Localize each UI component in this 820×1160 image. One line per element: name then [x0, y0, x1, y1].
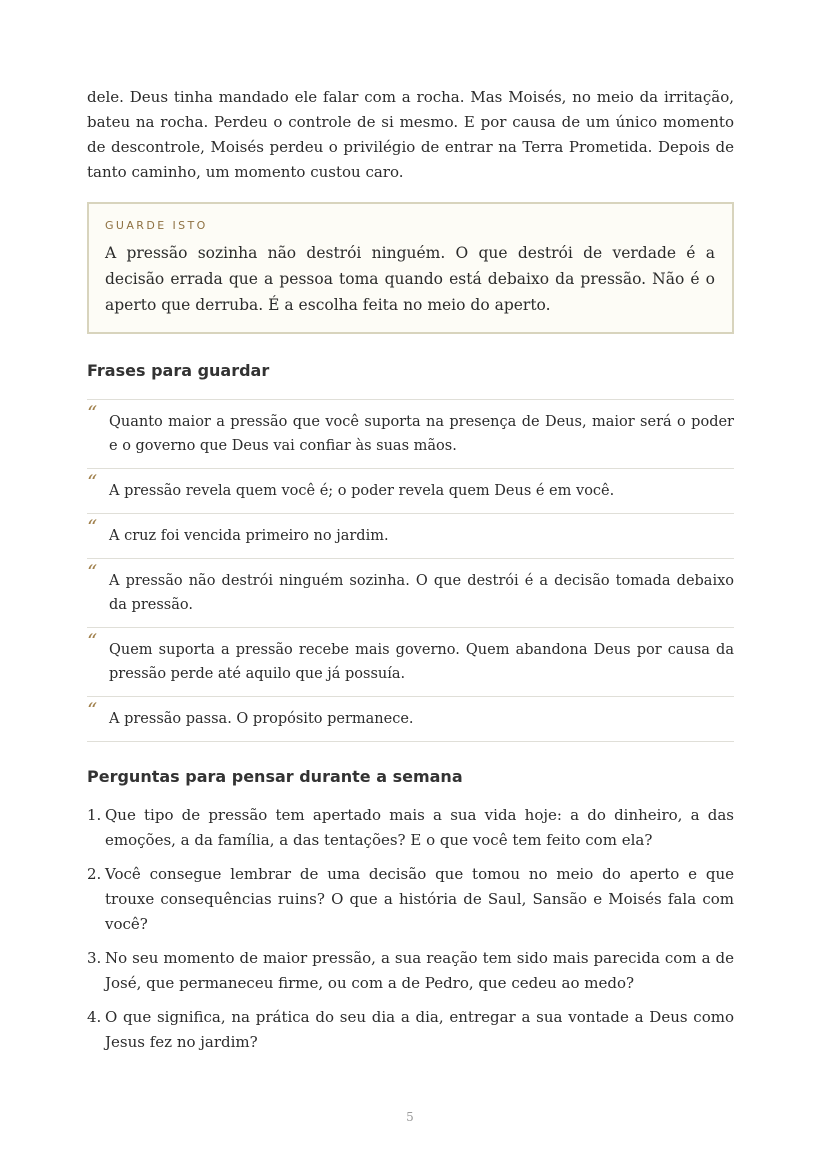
quote-list: [87, 399, 734, 742]
quote-mark-icon: “: [87, 560, 98, 584]
quote-mark-icon: “: [87, 515, 98, 539]
quote-mark-icon: “: [87, 401, 98, 425]
question-item: [87, 1005, 734, 1055]
quote-item: [87, 628, 734, 697]
questions-heading: Perguntas para pensar durante a semana: [87, 767, 463, 786]
quote-item: [87, 469, 734, 514]
question-number: 1.: [87, 806, 102, 824]
quote-text: A pressão não destrói ninguém sozinha. O que destrói é a decisão tomada debaixo da pressão.: [109, 573, 734, 613]
question-number: 2.: [87, 865, 102, 883]
callout-label: GUARDE ISTO: [105, 219, 208, 232]
question-text: O que significa, na prática do seu dia a dia, entregar a sua vontade a Deus como Jesus fez no jardim?: [105, 1008, 734, 1051]
question-text: Você consegue lembrar de uma decisão que tomou no meio do aperto e que trouxe consequências ruins? O que a história de Saul, Sansão e Moisés fala com você?: [105, 865, 734, 933]
question-item: [87, 862, 734, 937]
quote-text: A pressão passa. O propósito permanece.: [109, 711, 414, 727]
quote-item: [87, 514, 734, 559]
callout-box: [87, 202, 734, 334]
quote-text: A cruz foi vencida primeiro no jardim.: [109, 528, 389, 544]
page-number: 5: [406, 1110, 414, 1124]
quote-mark-icon: “: [87, 470, 98, 494]
quote-text: Quem suporta a pressão recebe mais governo. Quem abandona Deus por causa da pressão perde até aquilo que já possuía.: [109, 642, 734, 682]
quote-text: Quanto maior a pressão que você suporta na presença de Deus, maior será o poder e o governo que Deus vai confiar às suas mãos.: [109, 414, 734, 454]
callout-text: A pressão sozinha não destrói ninguém. O que destrói de verdade é a decisão errada que a pessoa toma quando está debaixo da pressão. Não é o aperto que derruba. É a escolha feita no meio do aperto.: [105, 244, 715, 314]
question-text: Que tipo de pressão tem apertado mais a sua vida hoje: a do dinheiro, a das emoções, a da família, a das tentações? E o que você tem feito com ela?: [105, 806, 734, 849]
intro-paragraph: dele. Deus tinha mandado ele falar com a rocha. Mas Moisés, no meio da irritação, bateu na rocha. Perdeu o controle de si mesmo. E por causa de um único momento de descontrole, Moisés perdeu o privilégio de entrar na Terra Prometida. Depois de tanto caminho, um momento custou caro.: [87, 88, 734, 181]
question-item: [87, 946, 734, 996]
quote-item: [87, 697, 734, 742]
question-number: 4.: [87, 1008, 102, 1026]
question-number: 3.: [87, 949, 102, 967]
quote-text: A pressão revela quem você é; o poder revela quem Deus é em você.: [109, 483, 615, 499]
quote-mark-icon: “: [87, 629, 98, 653]
page-content: [87, 85, 734, 1064]
quotes-heading: Frases para guardar: [87, 361, 270, 380]
question-item: [87, 803, 734, 853]
question-list: [87, 803, 734, 1055]
quote-mark-icon: “: [87, 698, 98, 722]
question-text: No seu momento de maior pressão, a sua reação tem sido mais parecida com a de José, que permaneceu firme, ou com a de Pedro, que cedeu ao medo?: [105, 949, 734, 992]
quote-item: [87, 400, 734, 469]
quote-item: [87, 559, 734, 628]
